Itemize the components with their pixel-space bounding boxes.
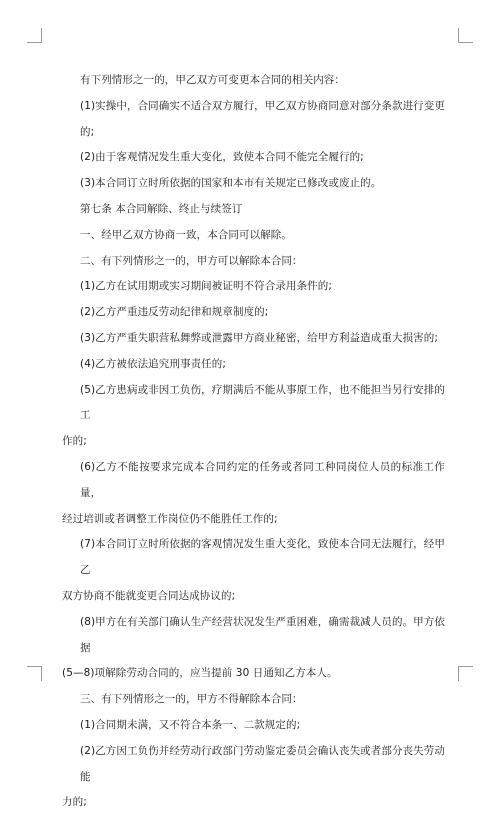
paragraph: (2)乙方因工负伤并经劳动行政部门劳动鉴定委员会确认丧失或者部分丧失劳动能 [80,744,445,783]
paragraph: (7)本合同订立时所依据的客观情况发生重大变化，致使本合同无法履行，经甲乙 [80,538,445,577]
paragraph-continuation: 双方协商不能就变更合同达成协议的; [62,589,236,602]
paragraph: 一、经甲乙双方协商一致，本合同可以解除。 [80,228,292,241]
paragraph: (3)本合同订立时所依据的国家和本市有关规定已修改或废止的。 [80,177,382,190]
crop-mark-bottom-right [458,666,473,681]
crop-mark-top-right [458,28,473,43]
paragraph-continuation: 作的; [62,435,87,448]
paragraph-continuation: 经过培训或者调整工作岗位仍不能胜任工作的; [62,512,278,525]
paragraph: (2)乙方严重违反劳动纪律和规章制度的; [80,306,269,319]
paragraph: (8)甲方在有关部门确认生产经营状况发生严重困难，确需裁减人员的。甲方依据 [80,615,445,654]
paragraph: (1)实操中，合同确实不适合双方履行，甲乙双方协商同意对部分条款进行变更的; [80,99,445,138]
paragraph-continuation: 力的; [62,796,87,809]
section-heading: 第七条 本合同解除、终止与续签订 [80,202,243,215]
paragraph: (4)乙方被依法追究刑事责任的; [80,357,227,370]
paragraph-continuation: (5—8)项解除劳动合同的，应当提前 30 日通知乙方本人。 [62,667,338,680]
paragraph: 三、有下列情形之一的，甲方不得解除本合同： [80,693,303,706]
paragraph: (1)乙方在试用期或实习期间被证明不符合录用条件的; [80,280,333,293]
paragraph: 有下列情形之一的，甲乙双方可变更本合同的相关内容： [80,74,345,86]
paragraph: (2)由于客观情况发生重大变化，致使本合同不能完全履行的; [80,151,364,164]
crop-mark-bottom-left [27,666,42,681]
crop-mark-top-left [27,28,42,43]
paragraph: 二、有下列情形之一的，甲方可以解除本合同： [80,254,303,267]
paragraph: (3)乙方严重失职营私舞弊或泄露甲方商业秘密，给甲方利益造成重大损害的; [80,331,439,344]
document-body [62,68,445,816]
paragraph: (6)乙方不能按要求完成本合同约定的任务或者同工种同岗位人员的标准工作量， [80,460,445,499]
paragraph: (5)乙方患病或非因工负伤，疗期满后不能从事原工作，也不能担当另行安排的工 [80,383,445,422]
paragraph: (1)合同期未满，又不符合本条一、二款规定的; [80,718,301,731]
